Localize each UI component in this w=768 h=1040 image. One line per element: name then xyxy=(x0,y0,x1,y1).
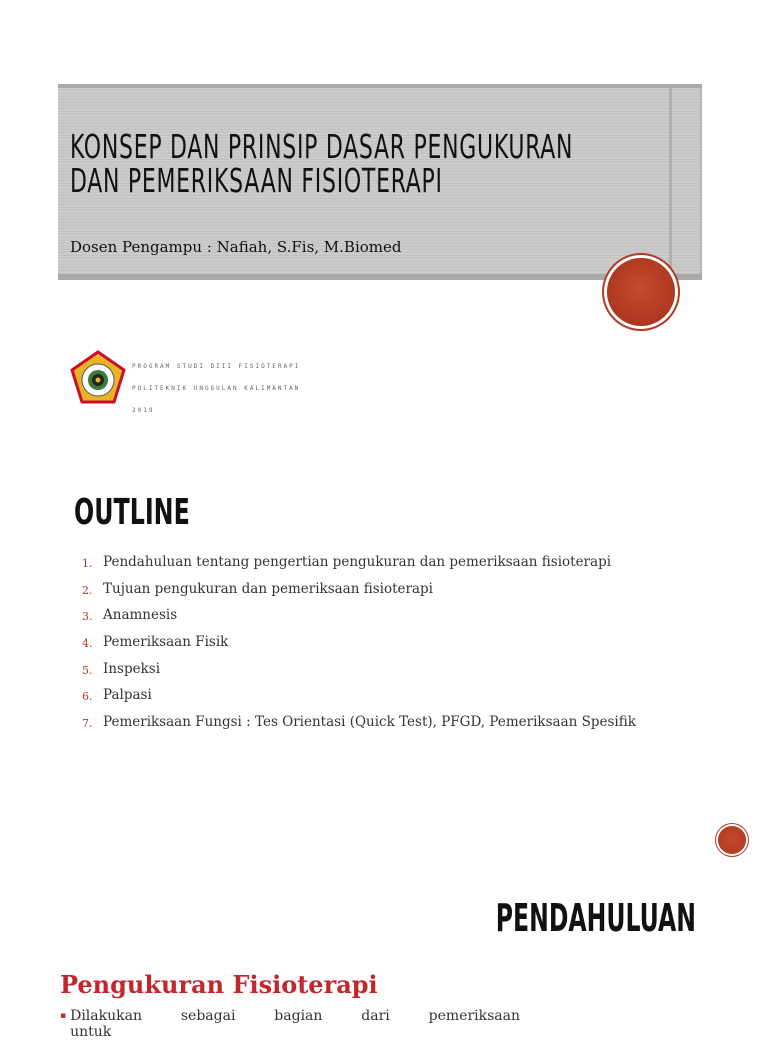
list-item: 2. Tujuan pengukuran dan pemeriksaan fisioterapi xyxy=(82,580,433,597)
bullet-item xyxy=(60,1008,520,1040)
title-banner xyxy=(58,84,702,280)
bullet-icon: ▪ xyxy=(60,1011,67,1021)
bullet-text: Dilakukan sebagai bagian dari pemeriksaan untuk xyxy=(70,1008,520,1040)
list-item: 6. Palpasi xyxy=(82,687,152,704)
decorative-circle-icon xyxy=(718,826,746,854)
institution-logo xyxy=(70,350,126,406)
slide-title xyxy=(70,127,574,200)
section-heading: PENDAHULUAN xyxy=(495,896,696,940)
list-item: 3. Anamnesis xyxy=(82,607,178,624)
org-year: 2019 xyxy=(132,407,155,414)
decorative-circle-icon xyxy=(607,258,675,326)
title-slide xyxy=(0,0,768,450)
lecturer-subtitle: Dosen Pengampu : Nafiah, S.Fis, M.Biomed xyxy=(70,238,402,256)
section-subheading: Pengukuran Fisioterapi xyxy=(60,970,378,999)
outline-slide xyxy=(0,462,768,824)
title-line-2: DAN PEMERIKSAAN FISIOTERAPI xyxy=(70,161,443,200)
list-item: 7. Pemeriksaan Fungsi : Tes Orientasi (Quick Test), PFGD, Pemeriksaan Spesifik xyxy=(82,714,636,731)
list-item: 4. Pemeriksaan Fisik xyxy=(82,634,229,651)
list-item: 1. Pendahuluan tentang pengertian pengukuran dan pemeriksaan fisioterapi xyxy=(82,554,612,570)
title-line-1: KONSEP DAN PRINSIP DASAR PENGUKURAN xyxy=(70,127,574,166)
institution-info xyxy=(132,356,300,422)
org-program: PROGRAM STUDI DIII FISIOTERAPI xyxy=(132,363,301,370)
intro-slide xyxy=(0,880,768,1040)
outline-heading: OUTLINE xyxy=(74,492,190,533)
org-name: POLITEKNIK UNGGULAN KALIMANTAN xyxy=(132,385,301,392)
list-item: 5. Inspeksi xyxy=(82,660,161,677)
outline-list xyxy=(82,554,636,741)
